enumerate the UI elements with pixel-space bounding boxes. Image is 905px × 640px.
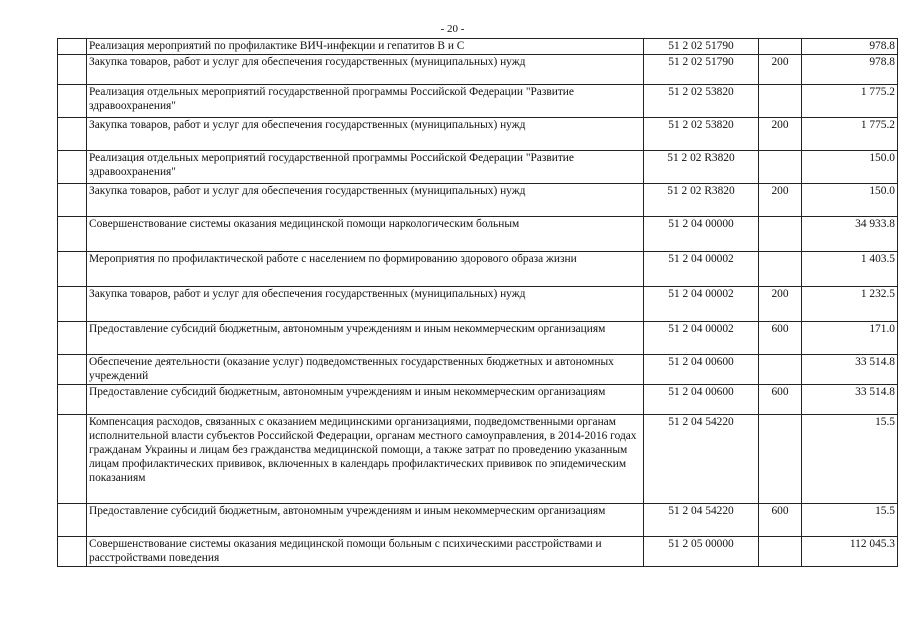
sum-cell: 33 514.8 (802, 355, 898, 385)
type-cell (759, 355, 802, 385)
sum-cell: 15.5 (802, 504, 898, 537)
type-cell: 200 (759, 118, 802, 151)
type-cell: 200 (759, 287, 802, 322)
blank-cell (58, 252, 87, 287)
sum-cell: 112 045.3 (802, 537, 898, 567)
blank-cell (58, 55, 87, 85)
code-cell: 51 2 02 51790 (644, 39, 759, 55)
table-row (58, 287, 898, 322)
type-cell (759, 151, 802, 184)
name-cell: Закупка товаров, работ и услуг для обеспечения государственных (муниципальных) нужд (87, 118, 644, 151)
type-cell: 600 (759, 385, 802, 415)
code-cell: 51 2 02 53820 (644, 85, 759, 118)
budget-table (57, 38, 898, 567)
table-row (58, 85, 898, 118)
sum-cell: 1 403.5 (802, 252, 898, 287)
name-cell: Закупка товаров, работ и услуг для обеспечения государственных (муниципальных) нужд (87, 287, 644, 322)
code-cell: 51 2 02 51790 (644, 55, 759, 85)
table-row (58, 39, 898, 55)
table-row (58, 355, 898, 385)
code-cell: 51 2 04 54220 (644, 504, 759, 537)
sum-cell: 33 514.8 (802, 385, 898, 415)
blank-cell (58, 118, 87, 151)
name-cell: Компенсация расходов, связанных с оказанием медицинскими организациями, подведомственными органам исполнительной власти субъектов Российской Федерации, органам местного самоуправления, в 2014-2016 годах гражданам Украины и лицам без гражданства медицинской помощи, а также затрат по проведению указанным лицам профилактических прививок, включенных в календарь профилактических прививок по эпидемическим показаниям (87, 415, 644, 504)
code-cell: 51 2 04 00002 (644, 287, 759, 322)
sum-cell: 1 775.2 (802, 85, 898, 118)
name-cell: Мероприятия по профилактической работе с населением по формированию здорового образа жизни (87, 252, 644, 287)
name-cell: Предоставление субсидий бюджетным, автономным учреждениям и иным некоммерческим организациям (87, 504, 644, 537)
name-cell: Совершенствование системы оказания медицинской помощи наркологическим больным (87, 217, 644, 252)
sum-cell: 150.0 (802, 151, 898, 184)
code-cell: 51 2 02 53820 (644, 118, 759, 151)
name-cell: Реализация отдельных мероприятий государственной программы Российской Федерации "Развитие здравоохранения" (87, 85, 644, 118)
type-cell (759, 252, 802, 287)
code-cell: 51 2 02 R3820 (644, 151, 759, 184)
code-cell: 51 2 04 54220 (644, 415, 759, 504)
blank-cell (58, 415, 87, 504)
blank-cell (58, 504, 87, 537)
name-cell: Предоставление субсидий бюджетным, автономным учреждениям и иным некоммерческим организациям (87, 322, 644, 355)
type-cell: 600 (759, 322, 802, 355)
blank-cell (58, 217, 87, 252)
sum-cell: 978.8 (802, 39, 898, 55)
name-cell: Совершенствование системы оказания медицинской помощи больным с психическими расстройствами и расстройствами поведения (87, 537, 644, 567)
blank-cell (58, 355, 87, 385)
code-cell: 51 2 04 00002 (644, 252, 759, 287)
sum-cell: 1 232.5 (802, 287, 898, 322)
name-cell: Закупка товаров, работ и услуг для обеспечения государственных (муниципальных) нужд (87, 184, 644, 217)
blank-cell (58, 85, 87, 118)
type-cell (759, 537, 802, 567)
table-row (58, 55, 898, 85)
code-cell: 51 2 04 00600 (644, 355, 759, 385)
name-cell: Реализация отдельных мероприятий государственной программы Российской Федерации "Развитие здравоохранения" (87, 151, 644, 184)
table-row (58, 151, 898, 184)
page-number: - 20 - (440, 23, 465, 35)
blank-cell (58, 385, 87, 415)
table-row (58, 322, 898, 355)
code-cell: 51 2 04 00000 (644, 217, 759, 252)
sum-cell: 34 933.8 (802, 217, 898, 252)
sum-cell: 978.8 (802, 55, 898, 85)
blank-cell (58, 537, 87, 567)
table-row (58, 504, 898, 537)
table-row (58, 537, 898, 567)
code-cell: 51 2 05 00000 (644, 537, 759, 567)
type-cell (759, 217, 802, 252)
blank-cell (58, 151, 87, 184)
type-cell: 200 (759, 184, 802, 217)
sum-cell: 1 775.2 (802, 118, 898, 151)
table-row (58, 415, 898, 504)
blank-cell (58, 287, 87, 322)
name-cell: Реализация мероприятий по профилактике ВИЧ-инфекции и гепатитов В и С (87, 39, 644, 55)
code-cell: 51 2 04 00002 (644, 322, 759, 355)
sum-cell: 150.0 (802, 184, 898, 217)
table-row (58, 385, 898, 415)
name-cell: Закупка товаров, работ и услуг для обеспечения государственных (муниципальных) нужд (87, 55, 644, 85)
code-cell: 51 2 02 R3820 (644, 184, 759, 217)
table-row (58, 217, 898, 252)
type-cell (759, 415, 802, 504)
table-row (58, 118, 898, 151)
code-cell: 51 2 04 00600 (644, 385, 759, 415)
blank-cell (58, 184, 87, 217)
name-cell: Предоставление субсидий бюджетным, автономным учреждениям и иным некоммерческим организациям (87, 385, 644, 415)
type-cell: 600 (759, 504, 802, 537)
table-row (58, 252, 898, 287)
sum-cell: 171.0 (802, 322, 898, 355)
type-cell: 200 (759, 55, 802, 85)
blank-cell (58, 39, 87, 55)
blank-cell (58, 322, 87, 355)
sum-cell: 15.5 (802, 415, 898, 504)
table-row (58, 184, 898, 217)
type-cell (759, 39, 802, 55)
type-cell (759, 85, 802, 118)
name-cell: Обеспечение деятельности (оказание услуг) подведомственных государственных бюджетных и автономных учреждений (87, 355, 644, 385)
